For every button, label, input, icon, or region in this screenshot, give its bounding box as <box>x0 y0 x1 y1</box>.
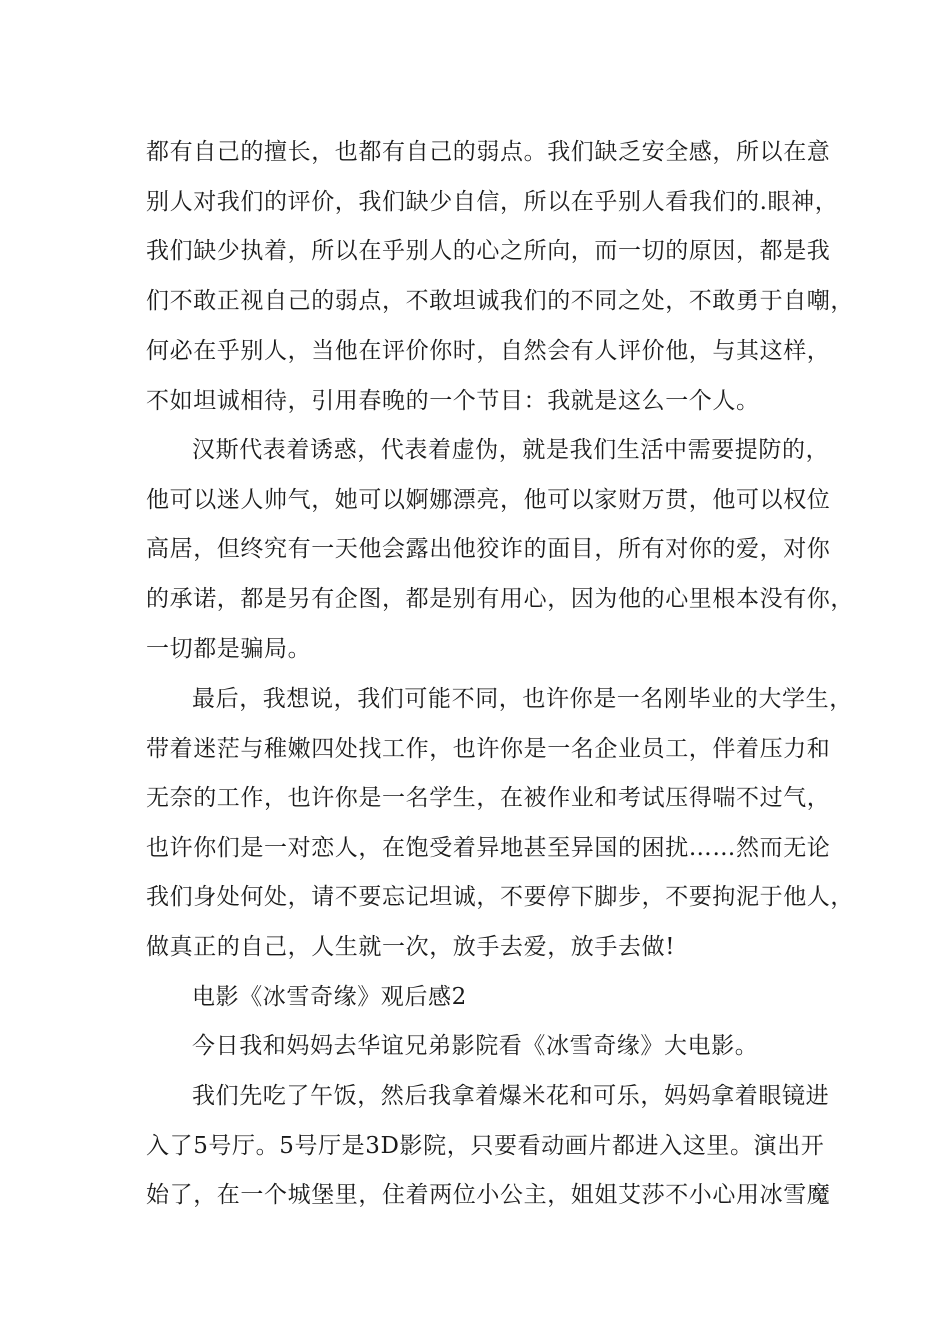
text-line: 一切都是骗局。 <box>146 636 312 662</box>
paragraph-first-line: 汉斯代表着诱惑，代表着虚伪，就是我们生活中需要提防的， <box>192 437 830 463</box>
text-line: 做真正的自己，人生就一次，放手去爱，放手去做! <box>146 934 676 960</box>
text-line: 们不敢正视自己的弱点，不敢坦诚我们的不同之处，不敢勇于自嘲， <box>146 288 854 314</box>
paragraph-first-line: 今日我和妈妈去华谊兄弟影院看《冰雪奇缘》大电影。 <box>192 1033 759 1059</box>
paragraph-first-line: 我们先吃了午饭，然后我拿着爆米花和可乐，妈妈拿着眼镜进 <box>192 1083 830 1109</box>
text-line: 的承诺，都是另有企图，都是别有用心，因为他的心里根本没有你， <box>146 586 854 612</box>
text-line: 不如坦诚相待，引用春晚的一个节目：我就是这么一个人。 <box>146 388 760 414</box>
text-line: 我们身处何处，请不要忘记坦诚，不要停下脚步，不要拘泥于他人， <box>146 884 854 910</box>
text-line: 他可以迷人帅气，她可以婀娜漂亮，他可以家财万贯，他可以权位 <box>146 487 831 513</box>
text-line: 无奈的工作，也许你是一名学生，在被作业和考试压得喘不过气， <box>146 785 831 811</box>
text-line: 入了5号厅。5号厅是3D影院，只要看动画片都进入这里。演出开 <box>146 1133 825 1159</box>
text-line: 也许你们是一对恋人，在饱受着异地甚至异国的困扰……然而无论 <box>146 835 831 861</box>
text-line: 都有自己的擅长，也都有自己的弱点。我们缺乏安全感，所以在意 <box>146 139 831 165</box>
paragraph-first-line: 最后，我想说，我们可能不同，也许你是一名刚毕业的大学生， <box>192 686 853 712</box>
text-line: 别人对我们的评价，我们缺少自信，所以在乎别人看我们的.眼神， <box>146 189 839 215</box>
text-line: 我们缺少执着，所以在乎别人的心之所向，而一切的原因，都是我 <box>146 238 831 264</box>
text-line: 高居，但终究有一天他会露出他狡诈的面目，所有对你的爱，对你 <box>146 536 831 562</box>
section-heading: 电影《冰雪奇缘》观后感2 <box>192 984 467 1010</box>
text-line: 始了，在一个城堡里，住着两位小公主，姐姐艾莎不小心用冰雪魔 <box>146 1182 831 1208</box>
text-line: 何必在乎别人，当他在评价你时，自然会有人评价他，与其这样， <box>146 338 831 364</box>
text-line: 带着迷茫与稚嫩四处找工作，也许你是一名企业员工，伴着压力和 <box>146 736 831 762</box>
